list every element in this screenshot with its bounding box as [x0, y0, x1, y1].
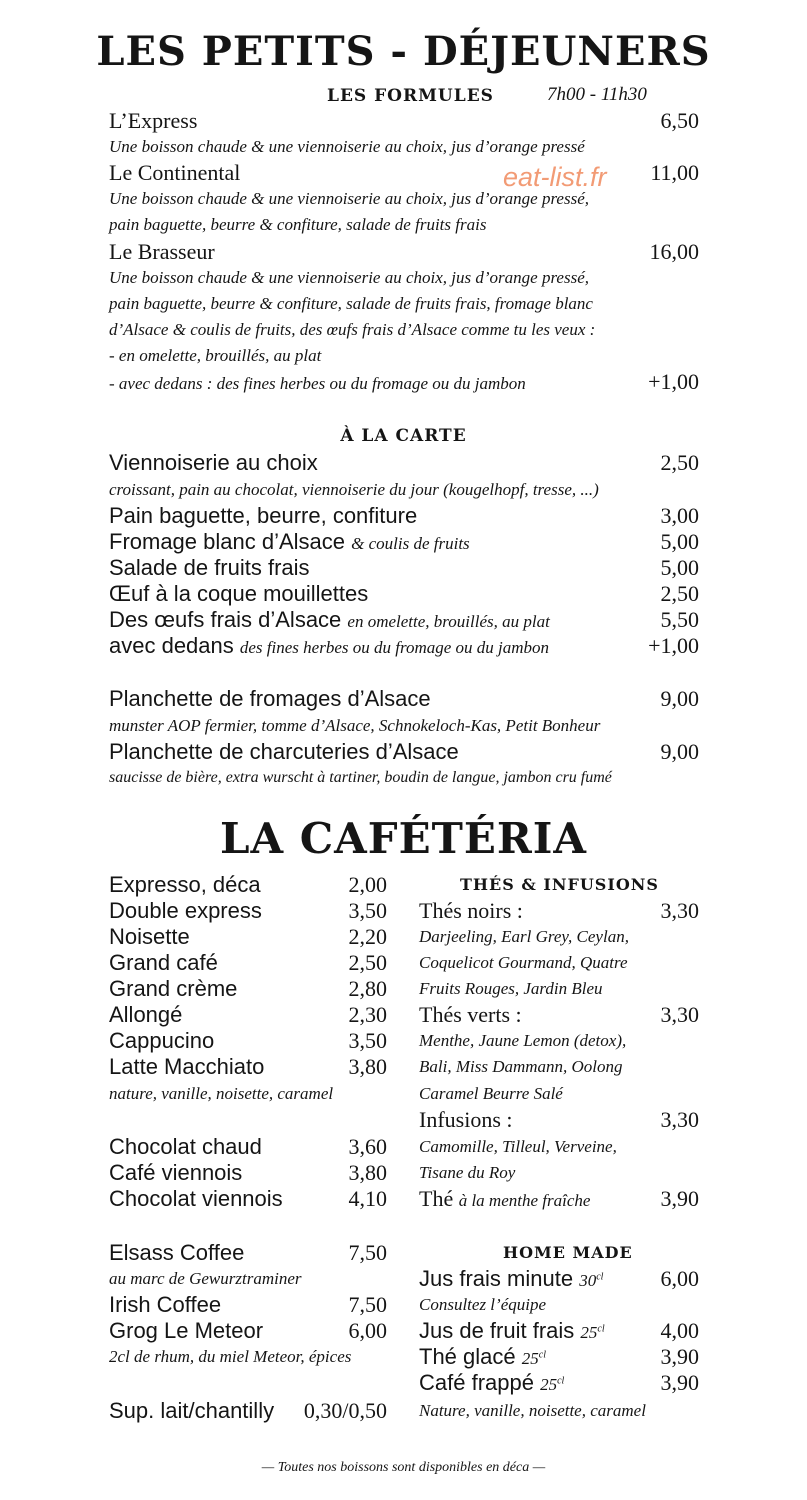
item-name: Thé	[419, 1186, 454, 1211]
item-name: Café frappé	[419, 1370, 534, 1395]
item-name: Grog Le Meteor	[109, 1318, 264, 1343]
extra-text: - avec dedans : des fines herbes ou du fromage ou du jambon	[109, 374, 526, 393]
item-price: 3,90	[660, 1370, 699, 1395]
item-name: Jus frais minute	[419, 1266, 574, 1291]
item-price: 16,00	[649, 239, 699, 264]
tea-desc: Darjeeling, Earl Grey, Ceylan,	[419, 927, 629, 946]
item-name: Allongé	[109, 1002, 183, 1027]
item-desc: d’Alsace & coulis de fruits, des œufs frais d’Alsace comme tu les veux :	[109, 320, 596, 339]
item-price: 3,30	[660, 898, 699, 923]
formules-heading: LES FORMULES	[327, 86, 494, 106]
item-unit: cl	[557, 1375, 565, 1387]
home-item	[419, 1266, 699, 1292]
item-name: L’Express	[109, 108, 198, 133]
spirit-desc: au marc de Gewurztraminer	[109, 1269, 302, 1288]
item-price: 3,00	[660, 503, 699, 528]
coffee-item	[109, 1002, 387, 1028]
item-name: Le Brasseur	[109, 239, 215, 264]
breakfast-title: LES PETITS - DÉJEUNERS	[96, 28, 711, 75]
item-price: 11,00	[650, 160, 699, 185]
home-item	[419, 1370, 699, 1396]
brasseur-extra	[109, 369, 699, 395]
carte-desc: croissant, pain au chocolat, viennoiserie du jour (kougelhopf, tresse, ...)	[109, 480, 599, 499]
item-name: Noisette	[109, 924, 190, 949]
item-unit: cl	[538, 1349, 546, 1361]
item-price: 2,20	[348, 924, 387, 949]
home-item	[419, 1318, 699, 1344]
extra-price: +1,00	[648, 369, 699, 394]
carte-item	[109, 633, 699, 659]
item-price: 6,50	[660, 108, 699, 133]
item-price: 5,00	[660, 529, 699, 554]
tea-desc: Fruits Rouges, Jardin Bleu	[419, 979, 603, 998]
item-price: 3,60	[348, 1134, 387, 1159]
home-desc: Nature, vanille, noisette, caramel	[419, 1401, 646, 1420]
item-price: 5,00	[660, 555, 699, 580]
item-name: Le Continental	[109, 160, 241, 185]
coffee-item	[109, 976, 387, 1002]
item-unit: cl	[596, 1271, 604, 1283]
formule-express	[109, 108, 699, 134]
spirit-item	[109, 1240, 387, 1266]
item-name: Expresso, déca	[109, 872, 261, 897]
home-heading: HOME MADE	[503, 1243, 633, 1262]
item-name: Fromage blanc d’Alsace	[109, 529, 346, 554]
planchette-desc: munster AOP fermier, tomme d’Alsace, Schnokeloch-Kas, Petit Bonheur	[109, 716, 601, 735]
planchette-charcuteries	[109, 739, 699, 765]
tea-desc: Caramel Beurre Salé	[419, 1084, 563, 1103]
tea-desc: Tisane du Roy	[419, 1163, 516, 1182]
item-note: & coulis de fruits	[351, 534, 470, 553]
carte-item	[109, 503, 699, 529]
the-menthe	[419, 1186, 699, 1212]
home-desc: Consultez l’équipe	[419, 1295, 547, 1314]
carte-item	[109, 529, 699, 555]
item-desc: pain baguette, beurre & confiture, salade de fruits frais	[109, 215, 487, 234]
tea-desc: Camomille, Tilleul, Verveine,	[419, 1137, 617, 1156]
item-name: Irish Coffee	[109, 1292, 222, 1317]
item-price: 3,90	[660, 1344, 699, 1369]
item-name: Des œufs frais d’Alsace	[109, 607, 342, 632]
item-name: Pain baguette, beurre, confiture	[109, 503, 418, 528]
item-price: 3,90	[660, 1186, 699, 1211]
tea-desc: Bali, Miss Dammann, Oolong	[419, 1057, 623, 1076]
watermark: eat-list.fr	[503, 162, 607, 192]
item-price: 4,10	[348, 1186, 387, 1211]
item-name: Sup. lait/chantilly	[109, 1398, 275, 1423]
item-note: à la menthe fraîche	[458, 1191, 591, 1210]
item-price: 3,50	[348, 1028, 387, 1053]
item-name: Thé glacé	[419, 1344, 516, 1369]
item-desc: pain baguette, beurre & confiture, salade de fruits frais, fromage blanc	[109, 294, 593, 313]
coffee-item	[109, 872, 387, 898]
sup-item	[109, 1398, 387, 1424]
teas-heading: THÉS & INFUSIONS	[460, 875, 659, 894]
item-name: Grand crème	[109, 976, 238, 1001]
item-size: 25	[521, 1349, 539, 1368]
item-size: 25	[580, 1323, 598, 1342]
carte-item	[109, 555, 699, 581]
item-price: 5,50	[660, 607, 699, 632]
item-desc: Une boisson chaude & une viennoiserie au choix, jus d’orange pressé,	[109, 268, 590, 287]
item-price: 2,50	[660, 581, 699, 606]
item-name: Thés noirs :	[419, 898, 523, 923]
coffee-item	[109, 950, 387, 976]
cafeteria-title: LA CAFÉTÉRIA	[220, 814, 587, 863]
spirit-item	[109, 1292, 387, 1318]
item-note: en omelette, brouillés, au plat	[347, 612, 550, 631]
formule-continental	[109, 160, 699, 186]
formule-brasseur	[109, 239, 699, 265]
item-price: 6,00	[348, 1318, 387, 1343]
spirit-desc: 2cl de rhum, du miel Meteor, épices	[109, 1347, 352, 1366]
item-name: Planchette de charcuteries d’Alsace	[109, 739, 459, 764]
carte-item	[109, 581, 699, 607]
item-price: 3,50	[348, 898, 387, 923]
item-name: Café viennois	[109, 1160, 243, 1185]
item-name: Salade de fruits frais	[109, 555, 310, 580]
item-price: 7,50	[348, 1240, 387, 1265]
carte-item	[109, 450, 699, 476]
item-note: des fines herbes ou du fromage ou du jambon	[239, 638, 550, 657]
item-price: +1,00	[648, 633, 699, 658]
item-price: 2,80	[348, 976, 387, 1001]
item-name: Thés verts :	[419, 1002, 522, 1027]
tea-desc: Coquelicot Gourmand, Quatre	[419, 953, 628, 972]
coffee-item	[109, 1054, 387, 1080]
coffee-item	[109, 1028, 387, 1054]
item-price: 7,50	[348, 1292, 387, 1317]
item-price: 2,00	[348, 872, 387, 897]
chocolate-item	[109, 1160, 387, 1186]
chocolate-item	[109, 1134, 387, 1160]
item-price: 9,00	[660, 739, 699, 764]
item-name: Chocolat chaud	[109, 1134, 262, 1159]
item-name: Elsass Coffee	[109, 1240, 245, 1265]
item-price: 2,50	[660, 450, 699, 475]
item-name: avec dedans	[109, 633, 234, 658]
carte-heading: À LA CARTE	[340, 426, 467, 446]
item-price: 0,30/0,50	[303, 1398, 387, 1423]
item-name: Latte Macchiato	[109, 1054, 265, 1079]
item-desc: - en omelette, brouillés, au plat	[109, 346, 322, 365]
coffee-item	[109, 898, 387, 924]
tea-item	[419, 1107, 699, 1133]
item-size: 25	[540, 1375, 558, 1394]
item-price: 4,00	[660, 1318, 699, 1343]
item-price: 3,30	[660, 1002, 699, 1027]
tea-item	[419, 1002, 699, 1028]
item-name: Cappucino	[109, 1028, 215, 1053]
item-desc: Une boisson chaude & une viennoiserie au choix, jus d’orange pressé	[109, 137, 585, 156]
item-price: 2,30	[348, 1002, 387, 1027]
item-name: Jus de fruit frais	[419, 1318, 575, 1343]
item-price: 3,80	[348, 1160, 387, 1185]
planchette-desc: saucisse de bière, extra wurscht à tartiner, boudin de langue, jambon cru fumé	[109, 769, 612, 786]
item-price: 3,80	[348, 1054, 387, 1079]
carte-item	[109, 607, 699, 633]
tea-item	[419, 898, 699, 924]
item-name: Chocolat viennois	[109, 1186, 283, 1211]
item-desc: Une boisson chaude & une viennoiserie au choix, jus d’orange pressé,	[109, 189, 590, 208]
footer-note: — Toutes nos boissons sont disponibles en déca —	[261, 1460, 546, 1475]
item-price: 2,50	[348, 950, 387, 975]
home-item	[419, 1344, 699, 1370]
chocolate-item	[109, 1186, 387, 1212]
item-name: Viennoiserie au choix	[109, 450, 318, 475]
item-name: Grand café	[109, 950, 218, 975]
tea-desc: Menthe, Jaune Lemon (detox),	[419, 1031, 627, 1050]
coffee-item	[109, 924, 387, 950]
item-name: Double express	[109, 898, 262, 923]
item-price: 9,00	[660, 686, 699, 711]
planchette-fromages	[109, 686, 699, 712]
item-name: Planchette de fromages d’Alsace	[109, 686, 431, 711]
item-name: Œuf à la coque mouillettes	[109, 581, 369, 606]
item-price: 3,30	[660, 1107, 699, 1132]
hours: 7h00 - 11h30	[547, 84, 647, 105]
item-unit: cl	[597, 1323, 605, 1335]
spirit-item	[109, 1318, 387, 1344]
item-size: 30	[579, 1271, 597, 1290]
item-name: Infusions :	[419, 1107, 513, 1132]
latte-desc: nature, vanille, noisette, caramel	[109, 1084, 334, 1103]
item-price: 6,00	[660, 1266, 699, 1291]
